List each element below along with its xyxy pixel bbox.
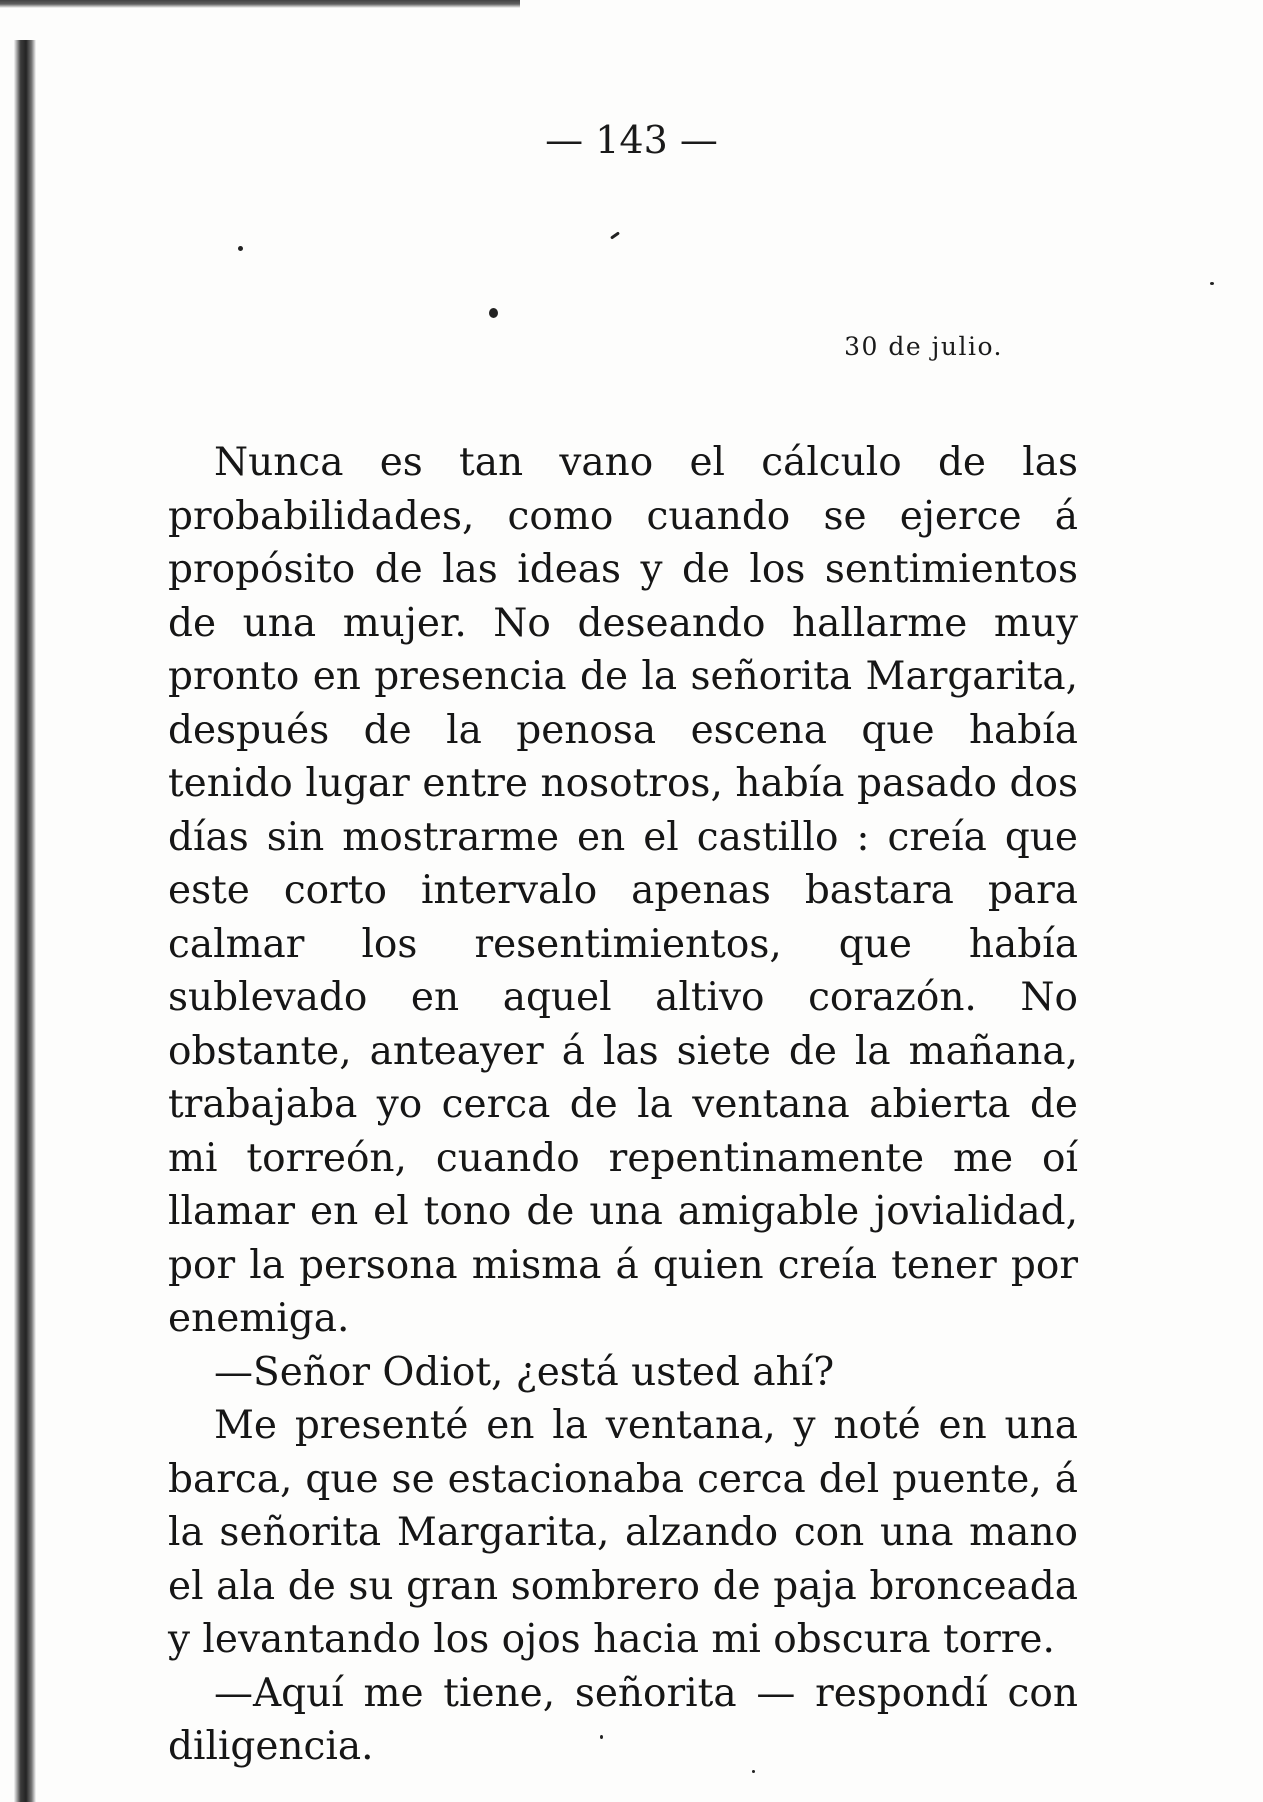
- body-text: [168, 436, 1078, 1774]
- ink-speck: [600, 1735, 603, 1739]
- ink-speck: [752, 1770, 755, 1773]
- book-binding-edge: [14, 40, 36, 1802]
- paragraph-3: Me presenté en la ventana, y noté en una barca, que se estacionaba cerca del puente, á la señorita Margarita, alzando con una mano el ala de su gran sombrero de paja bronceada y levantando los ojos hacia mi obscura torre.: [168, 1403, 1078, 1662]
- paragraph-2: —Señor Odiot, ¿está usted ahí?: [214, 1349, 835, 1395]
- scan-edge-top: [0, 0, 520, 8]
- ink-speck: [238, 246, 243, 251]
- entry-date: 30 de julio.: [844, 332, 1003, 361]
- paragraph-4: —Aquí me tiene, señorita — respondí con diligencia.: [168, 1670, 1078, 1769]
- ink-speck: [610, 231, 620, 239]
- page-number: — 143 —: [545, 118, 718, 162]
- ink-speck: [489, 308, 498, 318]
- paragraph-1: Nunca es tan vano el cálculo de las probabilidades, como cuando se ejerce á propósito de las ideas y de los sentimientos de una mujer. No deseando hallarme muy pronto en presencia de la señorita Margarita, después de la penosa escena que había tenido lugar entre nosotros, había pasado dos días sin mostrarme en el castillo : creía que este corto intervalo apenas bastara para calmar los resentimientos, que había sublevado en aquel altivo corazón. No obstante, anteayer á las siete de la mañana, trabajaba yo cerca de la ventana abierta de mi torreón, cuando repentinamente me oí llamar en el tono de una amigable jovialidad, por la persona misma á quien creía tener por enemiga.: [168, 440, 1078, 1341]
- ink-speck: [1210, 282, 1214, 285]
